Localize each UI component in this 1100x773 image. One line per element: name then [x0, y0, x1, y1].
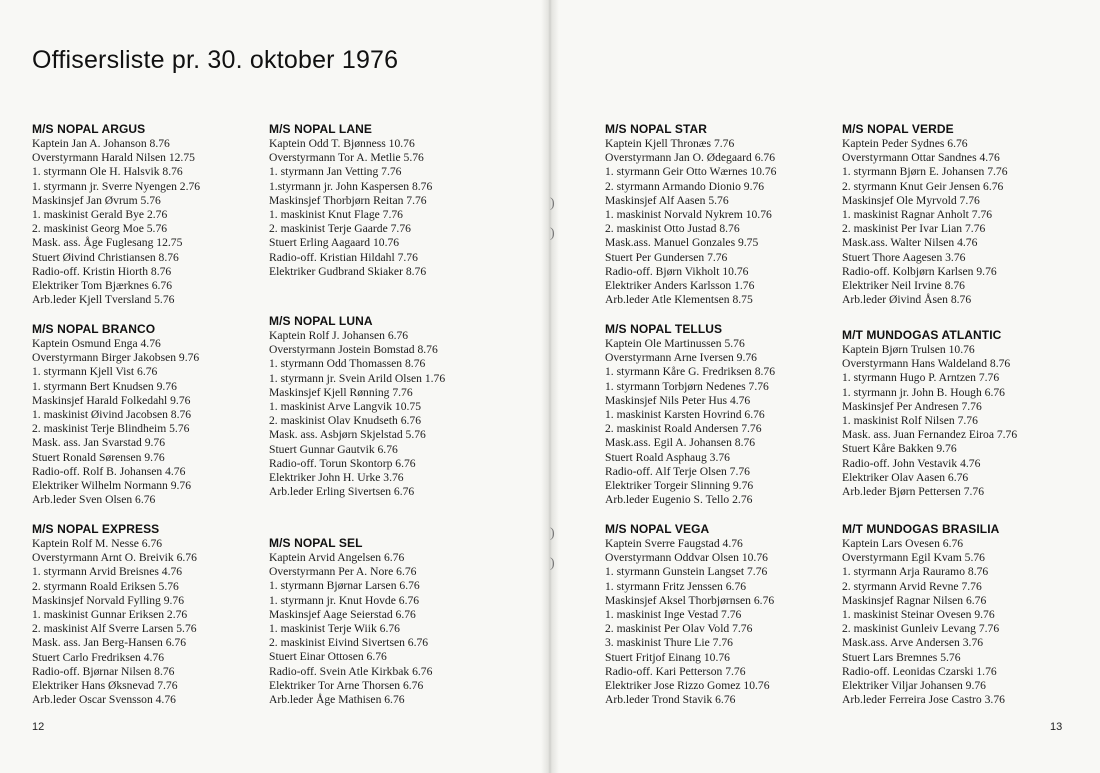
officer-list [842, 343, 1100, 499]
officer-entry: 2. maskinist Georg Moe 5.76 [32, 222, 168, 236]
officer-entry: Arb.leder Øivind Åsen 8.76 [842, 293, 972, 307]
officer-entry: Stuert Per Gundersen 7.76 [605, 250, 728, 264]
officer-entry: Elektriker Olav Aasen 6.76 [842, 470, 969, 484]
officer-list [32, 537, 302, 707]
officer-list [842, 537, 1100, 707]
book-gutter [541, 0, 559, 773]
officer-entry: 2. maskinist Terje Blindheim 5.76 [32, 422, 190, 436]
officer-entry: Arb.leder Trond Stavik 6.76 [605, 693, 736, 707]
officer-entry: Overstyrmann Hans Waldeland 8.76 [842, 357, 1011, 371]
officer-entry: Overstyrmann Per A. Nore 6.76 [269, 565, 417, 579]
ship-name: M/S NOPAL TELLUS [605, 322, 723, 336]
ship-block-nopal-sel [269, 536, 539, 707]
officer-entry: Overstyrmann Jan O. Ødegaard 6.76 [605, 151, 775, 165]
officer-entry: 1. styrmann Ole H. Halsvik 8.76 [32, 165, 183, 179]
officer-list [32, 337, 302, 507]
ship-block-nopal-branco [32, 322, 302, 507]
officer-entry: 2. styrmann Knut Geir Jensen 6.76 [842, 179, 1004, 193]
officer-entry: Arb.leder Bjørn Pettersen 7.76 [842, 485, 984, 499]
ship-block-nopal-star [605, 122, 875, 307]
binding-mark: ) [550, 196, 555, 211]
officer-entry: Maskinsjef Jan Øvrum 5.76 [32, 193, 161, 207]
officer-entry: Maskinsjef Kjell Rønning 7.76 [269, 385, 413, 399]
binding-mark: ) [550, 556, 555, 571]
officer-entry: 1. styrmann Bert Knudsen 9.76 [32, 379, 177, 393]
ship-block-mundogas-atlantic [842, 328, 1100, 499]
officer-list [269, 329, 539, 499]
officer-entry: Overstyrmann Birger Jakobsen 9.76 [32, 351, 200, 365]
officer-entry: Elektriker Anders Karlsson 1.76 [605, 279, 755, 293]
officer-entry: 1. styrmann Arja Rauramo 8.76 [842, 565, 989, 579]
officer-entry: Mask. ass. Asbjørn Skjelstad 5.76 [269, 428, 426, 442]
officer-entry: Mask.ass. Walter Nilsen 4.76 [842, 236, 978, 250]
officer-entry: Mask. ass. Jan Svarstad 9.76 [32, 436, 165, 450]
officer-entry: Elektriker Torgeir Slinning 9.76 [605, 479, 754, 493]
officer-list [605, 337, 875, 507]
officer-entry: Radio-off. Kari Petterson 7.76 [605, 664, 746, 678]
officer-entry: Mask.ass. Arve Andersen 3.76 [842, 636, 984, 650]
officer-entry: Stuert Einar Ottosen 6.76 [269, 650, 387, 664]
officer-entry: Kaptein Bjørn Trulsen 10.76 [842, 343, 975, 356]
officer-entry: Kaptein Odd T. Bjønness 10.76 [269, 137, 415, 150]
officer-entry: Radio-off. Alf Terje Olsen 7.76 [605, 464, 750, 478]
officer-entry: Mask. ass. Juan Fernandez Eiroa 7.76 [842, 428, 1018, 442]
officer-entry: Maskinsjef Norvald Fylling 9.76 [32, 593, 184, 607]
officer-entry: Radio-off. Torun Skontorp 6.76 [269, 456, 416, 470]
ship-block-nopal-vega [605, 522, 875, 707]
officer-entry: 1. maskinist Gunnar Eriksen 2.76 [32, 608, 188, 622]
ship-block-nopal-lane [269, 122, 539, 279]
officer-list [605, 537, 875, 707]
ship-name: M/S NOPAL LANE [269, 122, 372, 136]
officer-entry: 2. maskinist Per Olav Vold 7.76 [605, 622, 753, 636]
ship-block-mundogas-brasilia [842, 522, 1100, 707]
ship-name: M/S NOPAL STAR [605, 122, 708, 136]
officer-entry: Elektriker John H. Urke 3.76 [269, 471, 404, 485]
officer-entry: 1. maskinist Karsten Hovrind 6.76 [605, 408, 765, 422]
officer-entry: 2. maskinist Terje Gaarde 7.76 [269, 222, 411, 236]
officer-entry: 1.styrmann jr. John Kaspersen 8.76 [269, 179, 433, 193]
officer-entry: 1. styrmann Fritz Jenssen 6.76 [605, 579, 747, 593]
officer-list [269, 551, 539, 707]
ship-name: M/S NOPAL SEL [269, 536, 363, 550]
officer-entry: 1. styrmann jr. Sverre Nyengen 2.76 [32, 179, 201, 193]
officer-list [605, 137, 875, 307]
officer-entry: Arb.leder Sven Olsen 6.76 [32, 493, 156, 507]
officer-entry: Maskinsjef Nils Peter Hus 4.76 [605, 393, 751, 407]
officer-entry: Kaptein Osmund Enga 4.76 [32, 337, 161, 350]
officer-entry: Radio-off. Svein Atle Kirkbak 6.76 [269, 664, 433, 678]
officer-entry: 1. maskinist Ragnar Anholt 7.76 [842, 208, 993, 222]
officer-entry: Overstyrmann Tor A. Metlie 5.76 [269, 151, 424, 165]
officer-entry: Maskinsjef Thorbjørn Reitan 7.76 [269, 193, 427, 207]
ship-name: M/S NOPAL BRANCO [32, 322, 156, 336]
officer-entry: Overstyrmann Ottar Sandnes 4.76 [842, 151, 1000, 165]
officer-entry: Stuert Roald Asphaug 3.76 [605, 450, 730, 464]
ship-name: M/S NOPAL VERDE [842, 122, 954, 136]
officer-entry: Elektriker Viljar Johansen 9.76 [842, 679, 986, 693]
officer-entry: 2. maskinist Otto Justad 8.76 [605, 222, 740, 236]
officer-entry: Kaptein Rolf M. Nesse 6.76 [32, 537, 163, 550]
officer-entry: 2. maskinist Per Ivar Lian 7.76 [842, 222, 986, 236]
ship-name: M/S NOPAL VEGA [605, 522, 710, 536]
officer-entry: 1. maskinist Knut Flage 7.76 [269, 208, 403, 222]
officer-entry: Stuert Gunnar Gautvik 6.76 [269, 442, 398, 456]
officer-entry: Kaptein Peder Sydnes 6.76 [842, 137, 968, 150]
officer-entry: 3. maskinist Thure Lie 7.76 [605, 636, 733, 650]
officer-entry: Radio-off. Kristian Hildahl 7.76 [269, 250, 418, 264]
officer-entry: Overstyrmann Arne Iversen 9.76 [605, 351, 757, 365]
officer-entry: Stuert Fritjof Einang 10.76 [605, 650, 730, 664]
officer-entry: 1. styrmann Kåre G. Fredriksen 8.76 [605, 365, 776, 379]
officer-entry: Mask.ass. Egil A. Johansen 8.76 [605, 436, 756, 450]
officer-entry: 1. styrmann Kjell Vist 6.76 [32, 365, 158, 379]
officer-entry: 2. maskinist Olav Knudseth 6.76 [269, 414, 421, 428]
officer-entry: 1. maskinist Gerald Bye 2.76 [32, 208, 168, 222]
officer-entry: Maskinsjef Ole Myrvold 7.76 [842, 193, 980, 207]
officer-entry: Elektriker Tom Bjærknes 6.76 [32, 279, 173, 293]
officer-entry: Stuert Ronald Sørensen 9.76 [32, 450, 165, 464]
officer-entry: Mask. ass. Åge Fuglesang 12.75 [32, 236, 183, 250]
ship-block-nopal-tellus [605, 322, 875, 507]
officer-entry: 1. styrmann Arvid Breisnes 4.76 [32, 565, 183, 579]
officer-entry: 1. styrmann Bjørn E. Johansen 7.76 [842, 165, 1008, 179]
officer-list [269, 137, 539, 279]
officer-entry: 1. styrmann Torbjørn Nedenes 7.76 [605, 379, 769, 393]
officer-entry: Arb.leder Ferreira Jose Castro 3.76 [842, 693, 1005, 707]
page-title: Offisersliste pr. 30. oktober 1976 [32, 46, 399, 74]
officer-entry: Kaptein Lars Ovesen 6.76 [842, 537, 964, 550]
officer-entry: Stuert Øivind Christiansen 8.76 [32, 250, 179, 264]
ship-name: M/T MUNDOGAS ATLANTIC [842, 328, 1002, 342]
officer-entry: Overstyrmann Egil Kvam 5.76 [842, 551, 985, 565]
officer-entry: 1. maskinist Steinar Ovesen 9.76 [842, 608, 995, 622]
officer-entry: Overstyrmann Harald Nilsen 12.75 [32, 151, 195, 165]
officer-entry: Maskinsjef Aage Seierstad 6.76 [269, 607, 416, 621]
officer-entry: Elektriker Hans Øksnevad 7.76 [32, 679, 178, 693]
officer-entry: 1. styrmann Hugo P. Arntzen 7.76 [842, 371, 1000, 385]
officer-entry: Stuert Erling Aagaard 10.76 [269, 236, 400, 250]
binding-mark: ) [550, 226, 555, 241]
page-number-right: 13 [1050, 721, 1063, 733]
officer-entry: Kaptein Sverre Faugstad 4.76 [605, 537, 743, 550]
ship-name: M/S NOPAL EXPRESS [32, 522, 160, 536]
officer-entry: Radio-off. Bjørn Vikholt 10.76 [605, 264, 749, 278]
officer-entry: Elektriker Gudbrand Skiaker 8.76 [269, 264, 427, 278]
officer-entry: 1. styrmann jr. Svein Arild Olsen 1.76 [269, 371, 446, 385]
officer-entry: 2. maskinist Roald Andersen 7.76 [605, 422, 762, 436]
officer-entry: 1. maskinist Rolf Nilsen 7.76 [842, 414, 978, 428]
officer-entry: Elektriker Jose Rizzo Gomez 10.76 [605, 679, 770, 693]
officer-entry: Radio-off. Rolf B. Johansen 4.76 [32, 464, 186, 478]
officer-entry: 1. maskinist Terje Wiik 6.76 [269, 622, 400, 636]
officer-entry: 1. maskinist Inge Vestad 7.76 [605, 608, 742, 622]
officer-entry: Overstyrmann Oddvar Olsen 10.76 [605, 551, 768, 565]
officer-entry: Arb.leder Erling Sivertsen 6.76 [269, 485, 415, 499]
officer-entry: Arb.leder Oscar Svensson 4.76 [32, 693, 176, 707]
officer-entry: Maskinsjef Ragnar Nilsen 6.76 [842, 593, 987, 607]
officer-entry: Kaptein Rolf J. Johansen 6.76 [269, 329, 409, 342]
officer-entry: Radio-off. John Vestavik 4.76 [842, 456, 981, 470]
officer-entry: Mask.ass. Manuel Gonzales 9.75 [605, 236, 759, 250]
ship-name: M/S NOPAL ARGUS [32, 122, 146, 136]
ship-block-nopal-luna [269, 314, 539, 499]
officer-entry: Stuert Kåre Bakken 9.76 [842, 442, 957, 456]
officer-entry: Mask. ass. Jan Berg-Hansen 6.76 [32, 636, 187, 650]
officer-entry: 1. maskinist Norvald Nykrem 10.76 [605, 208, 772, 222]
officer-entry: Overstyrmann Arnt O. Breivik 6.76 [32, 551, 197, 565]
officer-entry: Radio-off. Kristin Hiorth 8.76 [32, 264, 172, 278]
page-number-left: 12 [32, 721, 45, 733]
ship-name: M/S NOPAL LUNA [269, 314, 373, 328]
binding-mark: ) [550, 526, 555, 541]
officer-entry: Arb.leder Atle Klementsen 8.75 [605, 293, 753, 307]
officer-entry: Elektriker Wilhelm Normann 9.76 [32, 479, 192, 493]
officer-entry: Kaptein Kjell Thronæs 7.76 [605, 137, 735, 150]
officer-entry: 1. styrmann Odd Thomassen 8.76 [269, 357, 426, 371]
officer-entry: 1. styrmann Geir Otto Wærnes 10.76 [605, 165, 777, 179]
officer-entry: Elektriker Neil Irvine 8.76 [842, 279, 965, 293]
officer-entry: 2. maskinist Gunleiv Levang 7.76 [842, 622, 1000, 636]
officer-entry: 1. maskinist Øivind Jacobsen 8.76 [32, 408, 192, 422]
officer-entry: 1. styrmann jr. John B. Hough 6.76 [842, 385, 1005, 399]
officer-entry: Arb.leder Åge Mathisen 6.76 [269, 693, 405, 707]
officer-entry: Radio-off. Kolbjørn Karlsen 9.76 [842, 264, 997, 278]
ship-name: M/T MUNDOGAS BRASILIA [842, 522, 1000, 536]
officer-entry: 2. styrmann Arvid Revne 7.76 [842, 579, 982, 593]
officer-entry: 2. maskinist Eivind Sivertsen 6.76 [269, 636, 429, 650]
officer-entry: 2. styrmann Armando Dionio 9.76 [605, 179, 765, 193]
officer-entry: Radio-off. Bjørnar Nilsen 8.76 [32, 664, 175, 678]
officer-entry: 1. styrmann Gunstein Langset 7.76 [605, 565, 768, 579]
officer-entry: Kaptein Ole Martinussen 5.76 [605, 337, 745, 350]
officer-entry: 1. styrmann Jan Vetting 7.76 [269, 165, 402, 179]
officer-entry: Maskinsjef Per Andresen 7.76 [842, 399, 982, 413]
officer-entry: Elektriker Tor Arne Thorsen 6.76 [269, 678, 424, 692]
officer-entry: Maskinsjef Harald Folkedahl 9.76 [32, 393, 191, 407]
officer-entry: 2. styrmann Roald Eriksen 5.76 [32, 579, 179, 593]
ship-block-nopal-argus [32, 122, 302, 307]
officer-entry: Maskinsjef Aksel Thorbjørnsen 6.76 [605, 593, 775, 607]
officer-entry: Radio-off. Leonidas Czarski 1.76 [842, 664, 997, 678]
officer-entry: Stuert Carlo Fredriksen 4.76 [32, 650, 165, 664]
officer-list [842, 137, 1100, 307]
officer-entry: Arb.leder Kjell Tversland 5.76 [32, 293, 175, 307]
officer-entry: Maskinsjef Alf Aasen 5.76 [605, 193, 729, 207]
officer-entry: Stuert Lars Bremnes 5.76 [842, 650, 961, 664]
officer-entry: Kaptein Jan A. Johanson 8.76 [32, 137, 170, 150]
officer-entry: Stuert Thore Aagesen 3.76 [842, 250, 966, 264]
ship-block-nopal-express [32, 522, 302, 707]
officer-entry: 1. maskinist Arve Langvik 10.75 [269, 400, 421, 414]
officer-entry: Arb.leder Eugenio S. Tello 2.76 [605, 493, 753, 507]
officer-list [32, 137, 302, 307]
officer-entry: 1. styrmann Bjørnar Larsen 6.76 [269, 579, 420, 593]
officer-entry: Kaptein Arvid Angelsen 6.76 [269, 551, 405, 564]
officer-entry: Overstyrmann Jostein Bomstad 8.76 [269, 343, 438, 357]
officer-entry: 1. styrmann jr. Knut Hovde 6.76 [269, 593, 420, 607]
officer-entry: 2. maskinist Alf Sverre Larsen 5.76 [32, 622, 197, 636]
ship-block-nopal-verde [842, 122, 1100, 307]
